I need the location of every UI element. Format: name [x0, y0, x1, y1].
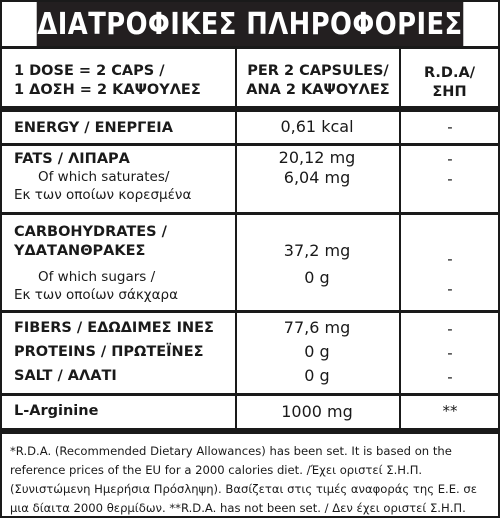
header-per-capsules: PER 2 CAPSULES/	[247, 63, 389, 79]
header-dose: 1 DOSE = 2 CAPS /	[14, 63, 165, 79]
sugars-label: Of which sugars /	[38, 269, 156, 285]
divider	[2, 143, 498, 146]
sugars-rda: -	[447, 280, 453, 298]
header-rda: R.D.A/	[423, 65, 475, 81]
header-dose-greek: 1 ΔΟΣΗ = 2 ΚΑΨΟΥΛΕΣ	[14, 82, 201, 98]
carbohydrates-rda: -	[447, 250, 453, 268]
carbohydrates-label: CARBOHYDRATES /	[14, 224, 167, 240]
salt-value: 0 g	[304, 366, 330, 385]
footnote-line: μια δίαιτα 2000 θερμίδων. **R.D.A. has not been set. / Δεν έχει οριστεί Σ.Η.Π.	[10, 501, 466, 515]
carbohydrates-label-greek: ΥΔΑΤΑΝΘΡΑΚΕΣ	[14, 243, 146, 259]
fibers-value: 77,6 mg	[283, 318, 351, 337]
saturates-rda: -	[447, 170, 453, 188]
footnote-line: reference prices of the EU for a 2000 calories diet. /Έχει οριστεί Σ.Η.Π.	[10, 463, 423, 477]
energy-rda: -	[447, 118, 453, 136]
salt-rda: -	[447, 368, 453, 386]
divider	[2, 393, 498, 396]
saturates-label: Of which saturates/	[38, 169, 170, 185]
header-per-capsules-greek: ΑΝΑ 2 ΚΑΨΟΥΛΕΣ	[246, 82, 390, 98]
nutrition-title: ΔΙΑΤΡΟΦΙΚΕΣ ΠΛΗΡΟΦΟΡΙΕΣ	[37, 2, 464, 46]
proteins-label: PROTEINS / ΠΡΩΤΕΪΝΕΣ	[14, 344, 204, 360]
proteins-value: 0 g	[304, 342, 330, 361]
sugars-value: 0 g	[304, 268, 330, 287]
saturates-value: 6,04 mg	[283, 168, 351, 187]
fats-label: FATS / ΛΙΠΑΡΑ	[14, 151, 130, 167]
saturates-label-greek: Εκ των οποίων κορεσμένα	[14, 187, 192, 203]
fats-rda: -	[447, 150, 453, 168]
fibers-rda: -	[447, 320, 453, 338]
salt-label: SALT / ΑΛΑΤΙ	[14, 368, 117, 384]
arginine-rda: **	[442, 402, 458, 420]
arginine-label: L-Arginine	[14, 403, 99, 419]
fibers-label: FIBERS / ΕΔΩΔΙΜΕΣ ΙΝΕΣ	[14, 320, 214, 336]
header-rda-greek: ΣΗΠ	[432, 84, 467, 100]
column-divider	[399, 46, 401, 430]
proteins-rda: -	[447, 344, 453, 362]
divider	[2, 428, 498, 434]
divider	[2, 46, 498, 49]
fats-value: 20,12 mg	[278, 148, 356, 167]
carbohydrates-value: 37,2 mg	[283, 241, 351, 260]
footnote-line: *R.D.A. (Recommended Dietary Allowances) has been set. It is based on the	[10, 444, 452, 458]
energy-label: ENERGY / ΕΝΕΡΓΕΙΑ	[14, 120, 173, 136]
divider	[2, 310, 498, 313]
sugars-label-greek: Εκ των οποίων σάκχαρα	[14, 287, 178, 303]
arginine-value: 1000 mg	[281, 402, 353, 421]
footnote-line: (Συνιστώμενη Ημερήσια Πρόσληψη). Βασίζεται στις τιμές αναφοράς της Ε.Ε. σε	[10, 482, 478, 496]
divider	[2, 212, 498, 215]
column-divider	[235, 46, 237, 430]
energy-value: 0,61 kcal	[280, 117, 354, 136]
footnote	[10, 442, 494, 518]
divider	[2, 106, 498, 112]
